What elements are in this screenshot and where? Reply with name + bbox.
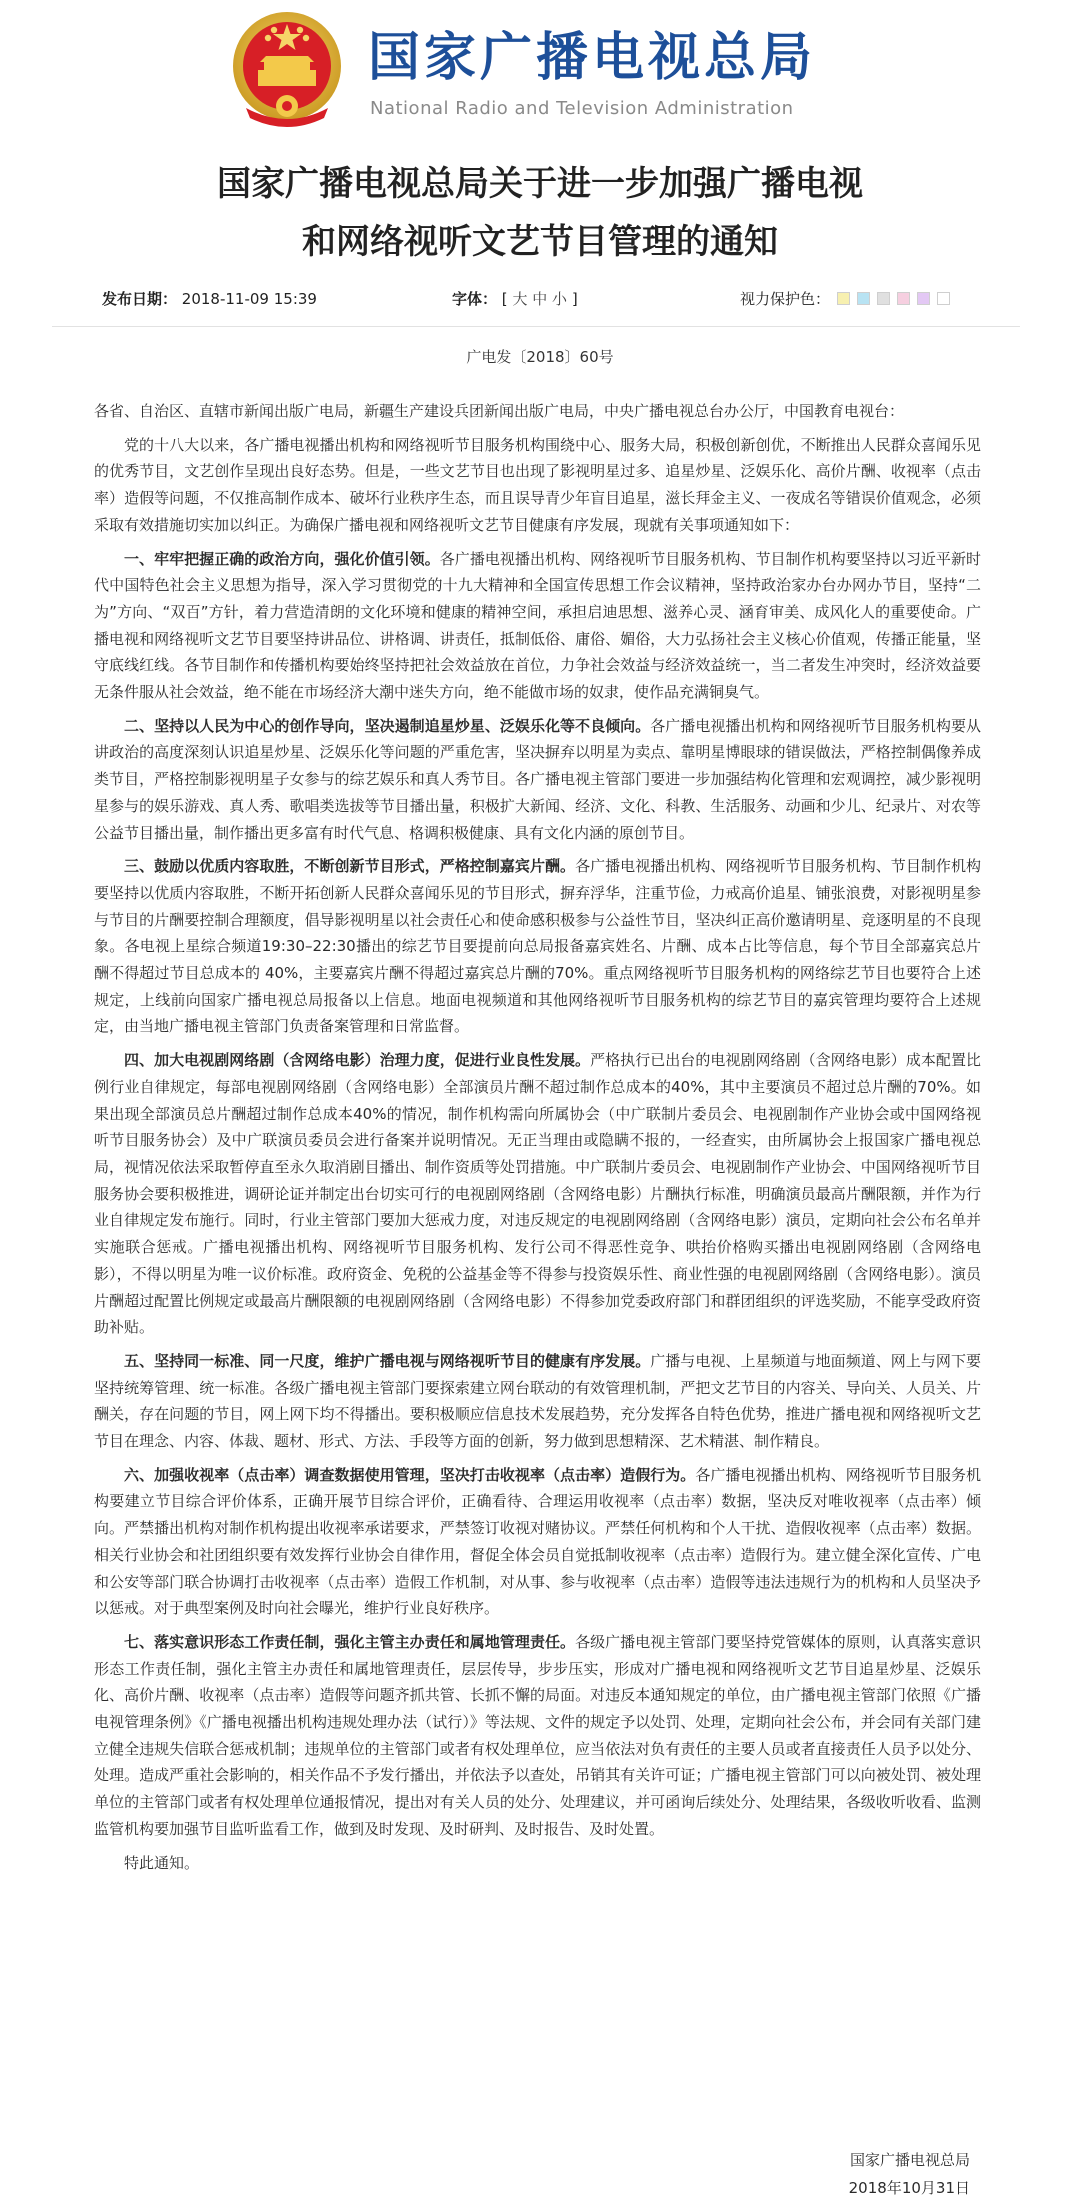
font-bracket-close: ]	[571, 290, 578, 308]
font-size-large-link[interactable]: 大	[512, 290, 528, 308]
signature-date: 2018年10月31日	[848, 2179, 970, 2197]
section-heading: 六、加强收视率（点击率）调查数据使用管理，坚决打击收视率（点击率）造假行为。	[124, 1465, 696, 1484]
section-heading: 七、落实意识形态工作责任制，强化主管主办责任和属地管理责任。	[124, 1632, 576, 1651]
notice-title-line1: 国家广播电视总局关于进一步加强广播电视	[217, 164, 863, 204]
national-emblem-icon	[228, 8, 346, 130]
section-4	[94, 1047, 981, 1341]
signature-org: 国家广播电视总局	[849, 2151, 970, 2169]
section-text: 严格执行已出台的电视剧网络剧（含网络电影）成本配置比例行业自律规定，每部电视剧网络剧（含网络电影）全部演员片酬不超过制作总成本的40%，其中主要演员不超过总片酬的70%。如果出现全部演员总片酬超过制作总成本40%的情况，制作机构需向所属协会（中广联制片委员会、电视剧制作产业协会或中国网络视听节目服务协会）及中广联演员委员会进行备案并说明情况。无正当理由或隐瞒不报的，一经查实，由所属协会上报国家广播电视总局，视情况依法采取暂停直至永久取消剧目播出、制作资质等处罚措施。中广联制片委员会、电视剧制作产业协会、中国网络视听节目服务协会要积极推进，调研论证并制定出台切实可行的电视剧网络剧（含网络电影）片酬执行标准，明确演员最高片酬限额，并作为行业自律规定发布施行。同时，行业主管部门要加大惩戒力度，对违反规定的电视剧网络剧（含网络电影）演员，定期向社会公布名单并实施联合惩戒。广播电视播出机构、网络视听节目服务机构、发行公司不得恶性竞争、哄抬价格购买播出电视剧网络剧（含网络电影），不得以明星为唯一议价标准。政府资金、免税的公益基金等不得参与投资娱乐性、商业性强的电视剧网络剧（含网络电影）。演员片酬超过配置比例规定或最高片酬限额的电视剧网络剧（含网络电影）不得参加党委政府部门和群团组织的评选奖励，不能享受政府资助补贴。	[94, 1051, 981, 1337]
section-3	[94, 853, 981, 1040]
section-text: 各级广播电视主管部门要坚持党管媒体的原则，认真落实意识形态工作责任制，强化主管主办责任和属地管理责任，层层传导，步步压实，形成对广播电视和网络视听文艺节目追星炒星、泛娱乐化、高价片酬、收视率（点击率）造假等问题齐抓共管、长抓不懈的局面。对违反本通知规定的单位，由广播电视主管部门依照《广播电视管理条例》《广播电视播出机构违规处理办法（试行）》等法规、文件的规定予以处罚、处理，定期向社会公布，并会同有关部门建立健全违规失信联合惩戒机制；违规单位的主管部门或者有权处理单位，应当依法对负有责任的主要人员或者直接责任人员予以处分、处理。造成严重社会影响的，相关作品不予发行播出，并依法予以查处，吊销其有关许可证；广播电视主管部门可以向被处罚、被处理单位的主管部门或者有权处理单位通报情况，提出对有关人员的处分、处理建议，并可函询后续处分、处理结果，各级收听收看、监测监管机构要加强节目监听监看工作，做到及时发现、及时研判、及时报告、及时处置。	[94, 1632, 981, 1838]
notice-body	[94, 398, 981, 1883]
org-name-en: National Radio and Television Administration	[370, 98, 794, 119]
closing-line: 特此通知。	[124, 1853, 200, 1872]
font-size-switcher	[452, 288, 578, 309]
font-size-medium-link[interactable]: 中	[532, 290, 548, 308]
section-heading: 五、坚持同一标准、同一尺度，维护广播电视与网络视听节目的健康有序发展。	[124, 1351, 651, 1370]
header-divider	[52, 326, 1020, 327]
eye-protection-swatches	[837, 292, 957, 311]
font-size-label: 字体：	[452, 290, 498, 308]
color-swatch-yellow[interactable]	[837, 292, 850, 305]
section-text: 各广播电视播出机构、网络视听节目服务机构、节目制作机构要坚持以习近平新时代中国特色社会主义思想为指导，深入学习贯彻党的十九大精神和全国宣传思想工作会议精神，坚持政治家办台办网办节目，坚持“二为”方向、“双百”方针，着力营造清朗的文化环境和健康的精神空间，承担启迪思想、滋养心灵、涵育审美、成风化人的重要使命。广播电视和网络视听文艺节目要坚持讲品位、讲格调、讲责任，抵制低俗、庸俗、媚俗，大力弘扬社会主义核心价值观，传播正能量，坚守底线红线。各节目制作和传播机构要始终坚持把社会效益放在首位，力争社会效益与经济效益统一，当二者发生冲突时，经济效益要无条件服从社会效益，绝不能在市场经济大潮中迷失方向，绝不能做市场的奴隶，使作品充满铜臭气。	[94, 549, 981, 702]
document-number: 广电发〔2018〕60号	[466, 348, 614, 366]
color-swatch-white[interactable]	[937, 292, 950, 305]
color-swatch-blue[interactable]	[857, 292, 870, 305]
font-size-small-link[interactable]: 小	[552, 290, 568, 308]
eye-protection-label: 视力保护色：	[740, 290, 831, 308]
section-text: 各广播电视播出机构、网络视听节目服务机构、节目制作机构要坚持以优质内容取胜，不断开拓创新人民群众喜闻乐见的节目形式，摒弃浮华，注重节俭，力戒高价追星、铺张浪费，对影视明星参与节目的片酬要控制合理额度，倡导影视明星以社会责任心和使命感积极参与公益性节目，坚决纠正高价邀请明星、竞逐明星的不良现象。各电视上星综合频道19:30–22:30播出的综艺节目要提前向总局报备嘉宾姓名、片酬、成本占比等信息，每个节目全部嘉宾总片酬不得超过节目总成本的 40%，主要嘉宾片酬不得超过嘉宾总片酬的70%。重点网络视听节目服务机构的网络综艺节目也要符合上述规定，上线前向国家广播电视总局报备以上信息。地面电视频道和其他网络视听节目服务机构的综艺节目的嘉宾管理均要符合上述规定，由当地广播电视主管部门负责备案管理和日常监督。	[94, 857, 981, 1036]
color-swatch-pink[interactable]	[897, 292, 910, 305]
section-text: 各广播电视播出机构、网络视听节目服务机构要建立节目综合评价体系，正确开展节目综合评价，正确看待、合理运用收视率（点击率）数据，坚决反对唯收视率（点击率）倾向。严禁播出机构对制作机构提出收视率承诺要求，严禁签订收视对赌协议。严禁任何机构和个人干扰、造假收视率（点击率）数据。相关行业协会和社团组织要有效发挥行业协会自律作用，督促全体会员自觉抵制收视率（点击率）造假行为。建立健全深化宣传、广电和公安等部门联合协调打击收视率（点击率）造假工作机制，对从事、参与收视率（点击率）造假等违法违规行为的机构和人员坚决予以惩戒。对于典型案例及时向社会曝光，维护行业良好秩序。	[94, 1465, 981, 1618]
section-text: 各广播电视播出机构和网络视听节目服务机构要从讲政治的高度深刻认识追星炒星、泛娱乐化等问题的严重危害，坚决摒弃以明星为卖点、靠明星博眼球的错误做法，严格控制偶像养成类节目，严格控制影视明星子女参与的综艺娱乐和真人秀节目。各广播电视主管部门要进一步加强结构化管理和宏观调控，减少影视明星参与的娱乐游戏、真人秀、歌唱类选拔等节目播出量，积极扩大新闻、经济、文化、科教、生活服务、动画和少儿、纪录片、对农等公益节目播出量，制作播出更多富有时代气息、格调积极健康、具有文化内涵的原创节目。	[94, 716, 981, 842]
section-text: 广播与电视、上星频道与地面频道、网上与网下要坚持统筹管理、统一标准。各级广播电视主管部门要探索建立网台联动的有效管理机制，严把文艺节目的内容关、导向关、人员关、片酬关，存在问题的节目，网上网下均不得播出。要积极顺应信息技术发展趋势，充分发挥各自特色优势，推进广播电视和网络视听文艺节目在理念、内容、体裁、题材、形式、方法、手段等方面的创新，努力做到思想精深、艺术精湛、制作精良。	[94, 1351, 981, 1451]
section-6	[94, 1462, 981, 1622]
signature-block	[849, 2146, 970, 2202]
section-2	[94, 713, 981, 847]
publish-date	[102, 288, 317, 309]
font-bracket-open: [	[501, 290, 508, 308]
publish-date-value: 2018-11-09 15:39	[181, 290, 317, 308]
org-name-cn: 国家广播电视总局	[368, 28, 817, 88]
addressee: 各省、自治区、直辖市新闻出版广电局，新疆生产建设兵团新闻出版广电局，中央广播电视总台办公厅，中国教育电视台：	[94, 402, 905, 420]
section-heading: 二、坚持以人民为中心的创作导向，坚决遏制追星炒星、泛娱乐化等不良倾向。	[124, 716, 651, 735]
intro-paragraph: 党的十八大以来，各广播电视播出机构和网络视听节目服务机构围绕中心、服务大局，积极创新创优，不断推出人民群众喜闻乐见的优秀节目，文艺创作呈现出良好态势。但是，一些文艺节目也出现了影视明星过多、追星炒星、泛娱乐化、高价片酬、收视率（点击率）造假等问题，不仅推高制作成本、破坏行业秩序生态，而且误导青少年盲目追星，滋长拜金主义、一夜成名等错误价值观念，必须采取有效措施切实加以纠正。为确保广播电视和网络视听文艺节目健康有序发展，现就有关事项通知如下：	[94, 435, 981, 534]
section-5	[94, 1348, 981, 1455]
section-7	[94, 1629, 981, 1843]
section-1	[94, 546, 981, 706]
color-swatch-purple[interactable]	[917, 292, 930, 305]
publish-date-label: 发布日期：	[102, 290, 178, 308]
section-heading: 四、加大电视剧网络剧（含网络电影）治理力度，促进行业良性发展。	[124, 1051, 591, 1070]
section-heading: 三、鼓励以优质内容取胜，不断创新节目形式，严格控制嘉宾片酬。	[124, 857, 576, 876]
site-header	[228, 8, 868, 128]
notice-title-line2: 和网络视听文艺节目管理的通知	[302, 222, 778, 262]
section-heading: 一、牢牢把握正确的政治方向，强化价值引领。	[124, 549, 440, 568]
color-swatch-gray[interactable]	[877, 292, 890, 305]
